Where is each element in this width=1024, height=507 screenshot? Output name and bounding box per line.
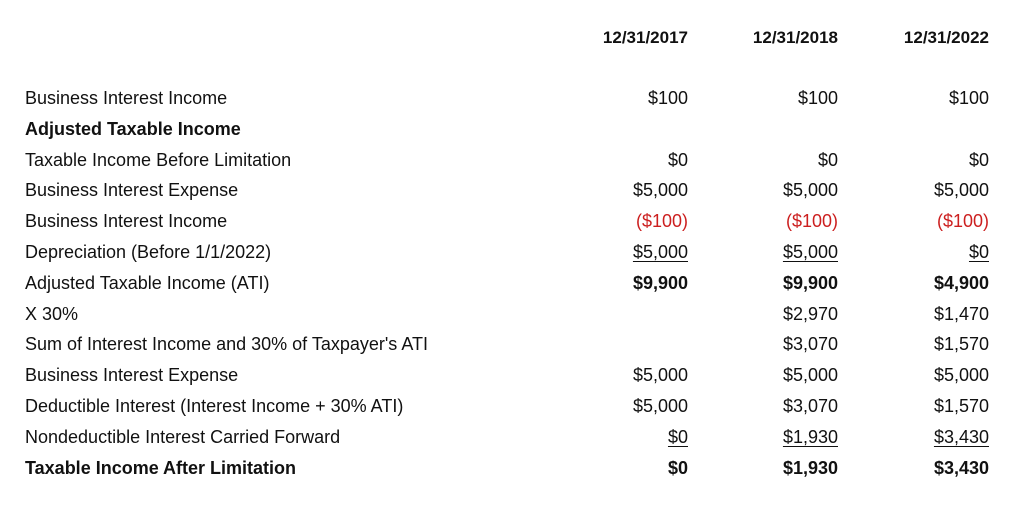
cell-value: ($100) [936,211,989,232]
row-label: Business Interest Expense [25,365,239,386]
cell-value: $2,970 [782,303,838,324]
table-row [0,211,1024,241]
table-row [0,365,1024,395]
table-row [0,458,1024,488]
row-label: Business Interest Expense [25,180,239,201]
table-row [0,150,1024,180]
column-header: 12/31/2018 [752,28,838,47]
row-label: Business Interest Income [25,211,228,232]
cell-value: $0 [667,149,688,170]
cell-value: $0 [667,457,688,478]
cell-value: $5,000 [632,365,688,386]
cell-value: $3,070 [782,396,838,416]
row-label: Adjusted Taxable Income [25,118,241,139]
table-row [0,119,1024,149]
row-label: Taxable Income Before Limitation [25,149,292,170]
table-row [0,334,1024,364]
cell-value: $100 [647,88,688,108]
column-header: 12/31/2022 [903,28,989,47]
table-row [0,242,1024,272]
table-row [0,304,1024,334]
row-label: Depreciation (Before 1/1/2022) [25,242,272,262]
column-header: 12/31/2017 [602,28,688,47]
cell-value: $5,000 [933,180,989,201]
cell-value: $1,470 [933,303,989,324]
cell-value: $5,000 [632,396,688,416]
cell-value: $5,000 [632,242,688,262]
cell-value: $0 [968,149,989,170]
cell-value: $3,070 [782,334,838,355]
row-label: Business Interest Income [25,88,228,108]
cell-value: $1,930 [782,426,838,447]
cell-value: $1,570 [933,334,989,355]
cell-value: $5,000 [933,365,989,386]
cell-value: $9,900 [632,272,688,293]
row-label: Adjusted Taxable Income (ATI) [25,272,270,293]
cell-value: $1,570 [933,396,989,416]
row-label: Taxable Income After Limitation [25,457,297,478]
cell-value: ($100) [635,211,688,232]
table-row [0,273,1024,303]
row-label: Deductible Interest (Interest Income + 30% ATI) [25,396,404,416]
cell-value: ($100) [785,211,838,232]
cell-value: $0 [968,242,989,262]
row-label: Sum of Interest Income and 30% of Taxpayer's ATI [25,334,428,355]
cell-value: $3,430 [933,426,989,447]
cell-value: $5,000 [782,365,838,386]
cell-value: $100 [797,88,838,108]
table-row [0,180,1024,210]
cell-value: $5,000 [782,242,838,262]
cell-value: $9,900 [782,272,838,293]
cell-value: $3,430 [933,457,989,478]
cell-value: $4,900 [933,272,989,293]
cell-value: $100 [948,88,989,108]
row-label: X 30% [25,303,79,324]
table-row [0,427,1024,457]
cell-value: $5,000 [632,180,688,201]
table-row [0,396,1024,426]
cell-value: $1,930 [782,457,838,478]
cell-value: $0 [667,426,688,447]
table-row [0,88,1024,118]
row-label: Nondeductible Interest Carried Forward [25,426,341,447]
cell-value: $0 [817,149,838,170]
cell-value: $5,000 [782,180,838,201]
column-header-row [0,28,1024,52]
